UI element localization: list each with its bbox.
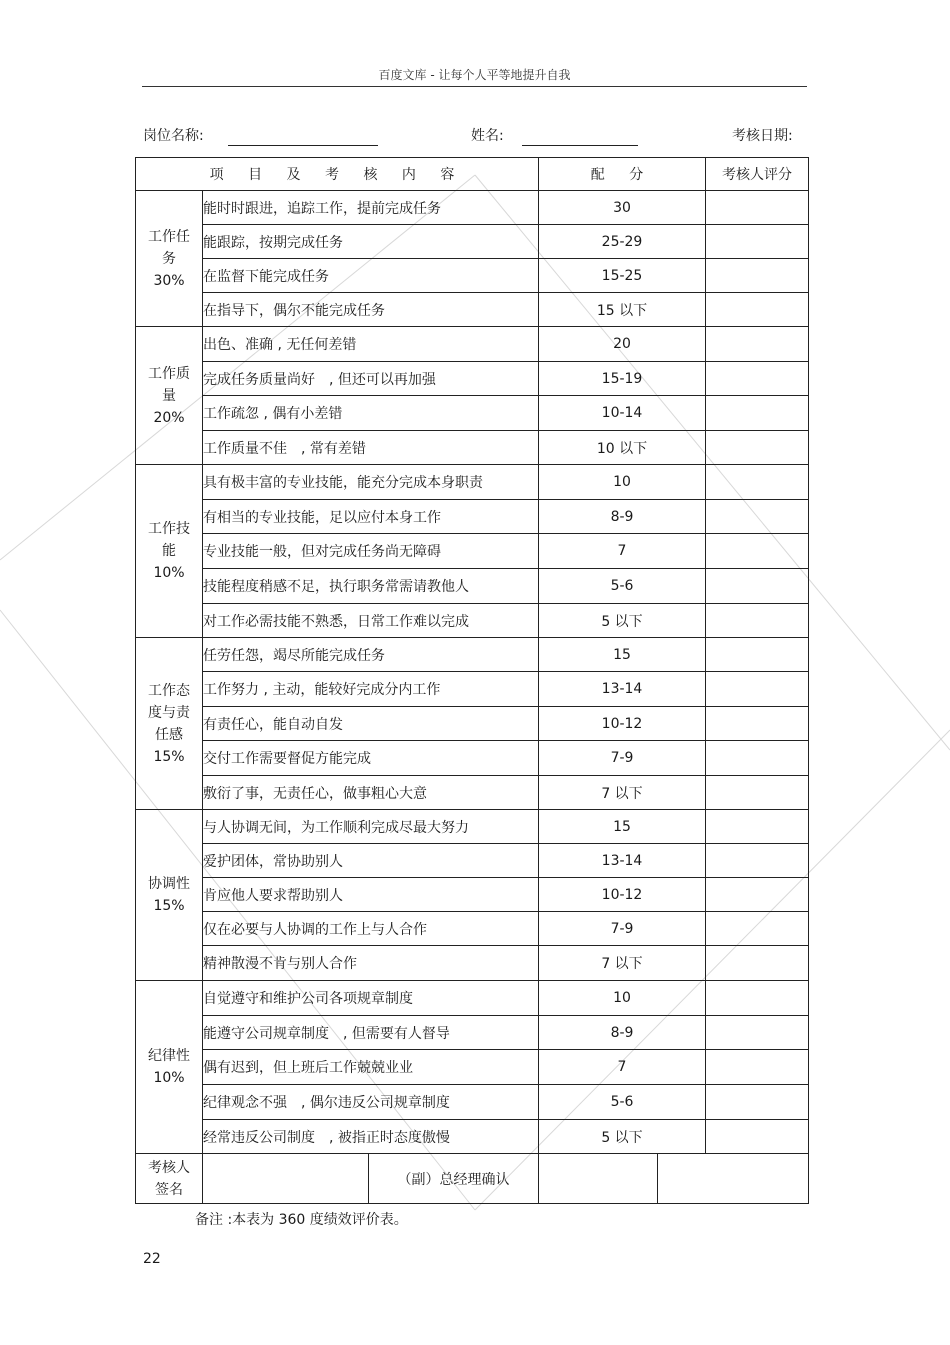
criterion-text: 有责任心，能自动自发 (203, 707, 539, 741)
rating-cell[interactable] (706, 1016, 809, 1050)
score-range: 10 (539, 465, 706, 500)
score-range: 30 (539, 191, 706, 225)
table-row (136, 396, 809, 431)
score-range: 20 (539, 327, 706, 362)
table-row (136, 225, 809, 259)
score-range: 7 (539, 1050, 706, 1085)
rating-cell[interactable] (706, 810, 809, 844)
table-row (136, 1050, 809, 1085)
table-row (136, 362, 809, 396)
rating-cell[interactable] (706, 1120, 809, 1154)
category-name-line: 度与责 (148, 704, 190, 721)
column-header-item: 项 目 及 考 核 内 容 (136, 158, 539, 191)
criterion-text: 完成任务质量尚好 , 但还可以再加强 (203, 362, 539, 396)
criterion-text: 交付工作需要督促方能完成 (203, 741, 539, 776)
table-row (136, 741, 809, 776)
rating-cell[interactable] (706, 912, 809, 946)
table-row (136, 465, 809, 500)
criterion-text: 肯应他人要求帮助别人 (203, 878, 539, 912)
rating-cell[interactable] (706, 191, 809, 225)
rating-cell[interactable] (706, 604, 809, 638)
category-name-line: 务 (162, 250, 176, 267)
signer-label-cell (136, 1154, 203, 1204)
criterion-text: 工作质量不佳 , 常有差错 (203, 431, 539, 465)
category-name-line: 10% (153, 565, 185, 581)
rating-cell[interactable] (706, 741, 809, 776)
criterion-text: 具有极丰富的专业技能，能充分完成本身职责 (203, 465, 539, 500)
rating-cell[interactable] (706, 259, 809, 293)
table-row (136, 672, 809, 707)
manager-confirm-label: （副）总经理确认 (369, 1154, 539, 1204)
rating-cell[interactable] (706, 465, 809, 500)
criterion-text: 偶有迟到，但上班后工作兢兢业业 (203, 1050, 539, 1085)
table-row (136, 776, 809, 810)
score-range: 15-19 (539, 362, 706, 396)
category-name-line: 纪律性 (148, 1048, 190, 1064)
rating-cell[interactable] (706, 500, 809, 534)
position-label: 岗位名称: (143, 128, 204, 144)
table-row (136, 1120, 809, 1154)
signature-field[interactable] (203, 1154, 369, 1204)
score-range: 15-25 (539, 259, 706, 293)
table-row (136, 981, 809, 1016)
category-cell (136, 191, 203, 327)
rating-cell[interactable] (706, 396, 809, 431)
criterion-text: 敷衍了事，无责任心，做事粗心大意 (203, 776, 539, 810)
score-range: 10-14 (539, 396, 706, 431)
category-name-line: 15% (153, 748, 185, 765)
category-name-line: 能 (162, 543, 176, 559)
column-header-rating: 考核人评分 (706, 158, 809, 191)
signature-extra-cell (658, 1154, 809, 1204)
criterion-text: 经常违反公司制度 , 被指正时态度傲慢 (203, 1120, 539, 1154)
score-range: 7 以下 (539, 776, 706, 810)
category-cell (136, 810, 203, 981)
category-name-line: 15% (153, 898, 185, 914)
header-text: 百度文库 - 让每个人平等地提升自我 (378, 68, 571, 82)
table-row (136, 912, 809, 946)
rating-cell[interactable] (706, 225, 809, 259)
rating-cell[interactable] (706, 362, 809, 396)
criterion-text: 专业技能一般，但对完成任务尚无障碍 (203, 534, 539, 569)
table-row (136, 259, 809, 293)
table-row (136, 500, 809, 534)
criterion-text: 能遵守公司规章制度 , 但需要有人督导 (203, 1016, 539, 1050)
rating-cell[interactable] (706, 672, 809, 707)
category-cell (136, 981, 203, 1154)
criterion-text: 工作疏忽 , 偶有小差错 (203, 396, 539, 431)
category-cell (136, 465, 203, 638)
score-range: 13-14 (539, 844, 706, 878)
criterion-text: 能时时跟进，追踪工作，提前完成任务 (203, 191, 539, 225)
score-range: 10-12 (539, 878, 706, 912)
rating-cell[interactable] (706, 293, 809, 327)
score-range: 15 (539, 638, 706, 672)
signer-label-line: 考核人 (148, 1159, 190, 1176)
criterion-text: 仅在必要与人协调的工作上与人合作 (203, 912, 539, 946)
score-range: 7-9 (539, 912, 706, 946)
rating-cell[interactable] (706, 1050, 809, 1085)
table-row (136, 878, 809, 912)
rating-cell[interactable] (706, 638, 809, 672)
score-range: 13-14 (539, 672, 706, 707)
table-row (136, 1085, 809, 1120)
criterion-text: 纪律观念不强 , 偶尔违反公司规章制度 (203, 1085, 539, 1120)
score-range: 5-6 (539, 569, 706, 604)
score-range: 15 (539, 810, 706, 844)
category-name-line: 工作任 (148, 228, 190, 245)
score-range: 7 (539, 534, 706, 569)
rating-cell[interactable] (706, 1085, 809, 1120)
score-range: 10-12 (539, 707, 706, 741)
table-row (136, 638, 809, 672)
criterion-text: 出色、准确 , 无任何差错 (203, 327, 539, 362)
category-cell (136, 638, 203, 810)
criterion-text: 技能程度稍感不足，执行职务常需请教他人 (203, 569, 539, 604)
score-range: 25-29 (539, 225, 706, 259)
column-header-score: 配 分 (539, 158, 706, 191)
table-header-row (136, 158, 809, 191)
table-row (136, 1016, 809, 1050)
category-name-line: 工作态 (148, 682, 190, 699)
date-label: 考核日期: (732, 128, 793, 144)
manager-confirm-field[interactable] (539, 1154, 658, 1204)
category-name-line: 协调性 (148, 876, 190, 892)
category-cell (136, 327, 203, 465)
category-name-line: 10% (153, 1070, 185, 1086)
criterion-text: 在指导下，偶尔不能完成任务 (203, 293, 539, 327)
rating-cell[interactable] (706, 569, 809, 604)
table-row (136, 810, 809, 844)
rating-cell[interactable] (706, 946, 809, 981)
criterion-text: 在监督下能完成任务 (203, 259, 539, 293)
table-row (136, 844, 809, 878)
rating-cell[interactable] (706, 844, 809, 878)
category-name-line: 工作技 (148, 521, 190, 537)
page-number: 22 (143, 1251, 161, 1267)
table-row (136, 569, 809, 604)
table-row (136, 191, 809, 225)
category-name-line: 任感 (155, 726, 183, 743)
rating-cell[interactable] (706, 707, 809, 741)
criterion-text: 能跟踪，按期完成任务 (203, 225, 539, 259)
table-row (136, 946, 809, 981)
signature-row (136, 1154, 809, 1204)
score-range: 10 以下 (539, 431, 706, 465)
position-field[interactable] (228, 145, 378, 146)
table-row (136, 431, 809, 465)
criterion-text: 精神散漫不肯与别人合作 (203, 946, 539, 981)
score-range: 8-9 (539, 1016, 706, 1050)
criterion-text: 自觉遵守和维护公司各项规章制度 (203, 981, 539, 1016)
rating-cell[interactable] (706, 327, 809, 362)
category-name-line: 20% (153, 409, 185, 426)
score-range: 7 以下 (539, 946, 706, 981)
table-row (136, 604, 809, 638)
score-range: 8-9 (539, 500, 706, 534)
rating-cell[interactable] (706, 431, 809, 465)
rating-cell[interactable] (706, 981, 809, 1016)
rating-cell[interactable] (706, 776, 809, 810)
evaluation-table (135, 157, 809, 1204)
criterion-text: 有相当的专业技能，足以应付本身工作 (203, 500, 539, 534)
footnote: 备注 :本表为 360 度绩效评价表。 (195, 1212, 408, 1228)
rating-cell[interactable] (706, 878, 809, 912)
score-range: 5 以下 (539, 604, 706, 638)
category-name-line: 工作质 (148, 365, 190, 382)
score-range: 15 以下 (539, 293, 706, 327)
name-label: 姓名: (471, 128, 504, 144)
criterion-text: 任劳任怨，竭尽所能完成任务 (203, 638, 539, 672)
score-range: 5-6 (539, 1085, 706, 1120)
criterion-text: 工作努力 , 主动，能较好完成分内工作 (203, 672, 539, 707)
table-row (136, 327, 809, 362)
category-name-line: 量 (162, 387, 176, 404)
score-range: 5 以下 (539, 1120, 706, 1154)
score-range: 7-9 (539, 741, 706, 776)
criterion-text: 与人协调无间，为工作顺利完成尽最大努力 (203, 810, 539, 844)
criterion-text: 爱护团体，常协助别人 (203, 844, 539, 878)
table-row (136, 534, 809, 569)
table-row (136, 293, 809, 327)
name-field[interactable] (522, 145, 638, 146)
criterion-text: 对工作必需技能不熟悉，日常工作难以完成 (203, 604, 539, 638)
table-row (136, 707, 809, 741)
score-range: 10 (539, 981, 706, 1016)
header-rule (142, 86, 807, 87)
signer-label-line: 签名 (155, 1181, 183, 1198)
category-name-line: 30% (153, 272, 185, 289)
rating-cell[interactable] (706, 534, 809, 569)
